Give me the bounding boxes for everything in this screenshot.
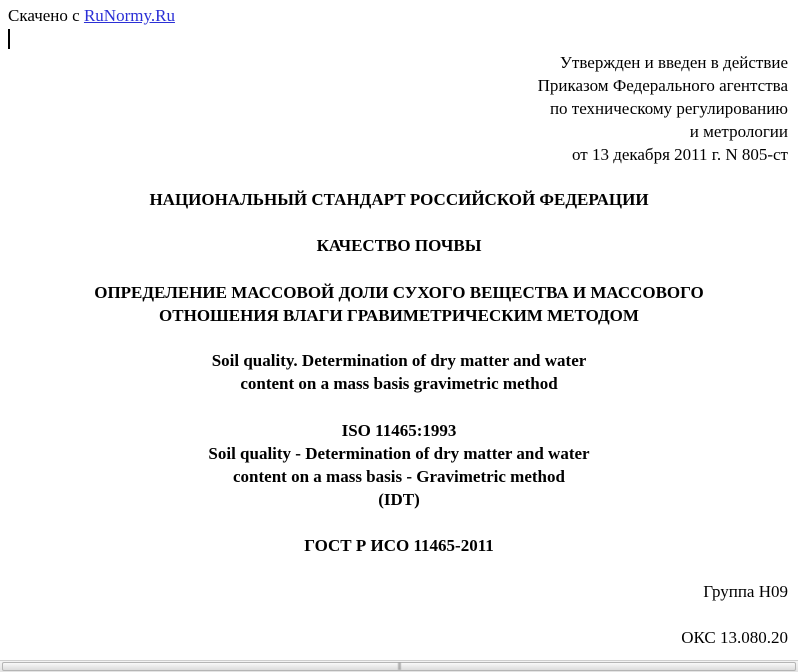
runormy-link[interactable]: RuNormy.Ru [83,6,175,25]
approval-line: по техническому регулированию [549,99,788,118]
title-ru-sub: ОПРЕДЕЛЕНИЕ МАССОВОЙ ДОЛИ СУХОГО ВЕЩЕСТВА И МАССОВОГО ОТНОШЕНИЯ ВЛАГИ ГРАВИМЕТРИЧЕСКИМ МЕТОДОМ [94,283,704,325]
iso-number: ISO 11465:1993 [341,421,457,440]
group-code: Группа Н09 [703,582,788,601]
text-cursor [8,29,10,49]
downloaded-prefix: Скачено с [8,6,80,25]
download-source-line [8,6,175,26]
title-en: Soil quality. Determination of dry matter and water content on a mass basis gravimetric method [211,351,587,393]
approval-block [538,51,788,166]
approval-line: от 13 декабря 2011 г. N 805-ст [571,145,788,164]
horizontal-scrollbar[interactable] [0,660,798,672]
approval-line: и метрологии [689,122,788,141]
iso-title-line: Soil quality - Determination of dry matter and water [208,444,590,463]
oks-code: ОКС 13.080.20 [681,628,788,647]
gost-number: ГОСТ Р ИСО 11465-2011 [304,536,494,555]
iso-block [0,419,798,511]
approval-line: Приказом Федерального агентства [537,76,788,95]
approval-line: Утвержден и введен в действие [559,53,788,72]
idt-label: (IDT) [378,490,420,509]
iso-title-line: content on a mass basis - Gravimetric method [233,467,565,486]
title-ru-main: КАЧЕСТВО ПОЧВЫ [316,236,482,255]
national-standard-heading: НАЦИОНАЛЬНЫЙ СТАНДАРТ РОССИЙСКОЙ ФЕДЕРАЦИИ [149,190,649,209]
scrollbar-grip-icon: ||| [396,662,402,670]
